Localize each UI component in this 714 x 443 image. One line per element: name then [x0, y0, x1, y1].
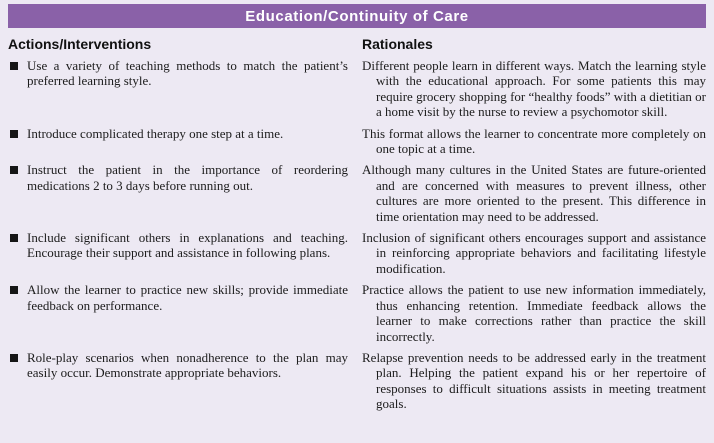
bullet-square-icon [10, 234, 18, 242]
table-row [8, 230, 706, 276]
bullet-square-icon [10, 166, 18, 174]
action-text: Allow the learner to practice new skills; provide immediate feedback on performance. [27, 282, 348, 313]
action-text: Introduce complicated therapy one step at a time. [27, 125, 284, 141]
bullet-square-icon [10, 286, 18, 294]
column-headers [8, 36, 706, 52]
table-row [8, 126, 706, 157]
action-item [8, 58, 348, 89]
rationale-text: This format allows the learner to concentrate more completely on one topic at a time. [362, 125, 706, 157]
rationale-text: Relapse prevention needs to be addressed early in the treatment plan. Helping the patient expand his or her repertoire of responses to difficult situations assists in meeting treatment goals. [362, 349, 706, 412]
rationale-text: Practice allows the patient to use new information immediately, thus enhancing retention. Immediate feedback allows the learner to make corrections rather than practice the skill incorrectly. [362, 282, 706, 344]
rationales-column-header: Rationales [362, 36, 433, 52]
bullet-square-icon [10, 354, 18, 362]
action-text: Use a variety of teaching methods to match the patient’s preferred learning style. [27, 58, 348, 89]
actions-column-header: Actions/Interventions [8, 36, 152, 52]
bullet-square-icon [10, 130, 18, 138]
rationale-text: Inclusion of significant others encourages support and assistance in reinforcing appropriate behaviors and facilitating lifestyle modification. [362, 230, 706, 276]
table-row [8, 350, 706, 412]
table-row [8, 162, 706, 224]
section-title: Education/Continuity of Care [245, 7, 469, 25]
action-item [8, 350, 348, 381]
action-item [8, 162, 348, 193]
table-row [8, 58, 706, 120]
action-item [8, 230, 348, 261]
action-text: Instruct the patient in the importance of reordering medications 2 to 3 days before running out. [27, 162, 348, 193]
bullet-square-icon [10, 62, 18, 70]
action-item [8, 126, 348, 141]
action-text: Include significant others in explanations and teaching. Encourage their support and assistance in following plans. [27, 230, 348, 261]
action-item [8, 282, 348, 313]
action-text: Role-play scenarios when nonadherence to the plan may easily occur. Demonstrate appropriate behaviors. [27, 349, 348, 381]
section-title-bar [8, 4, 706, 28]
rationale-text: Although many cultures in the United States are future-oriented and are concerned with measures to prevent illness, other cultures are more oriented to the present. This difference in time orientation may need to be addressed. [362, 162, 706, 224]
table-row [8, 282, 706, 344]
rationale-text: Different people learn in different ways. Match the learning style with the educational approach. For some patients this may require grocery shopping for “healthy foods” with a dietitian or a home visit by the nurse to review a psychomotor skill. [362, 58, 706, 120]
